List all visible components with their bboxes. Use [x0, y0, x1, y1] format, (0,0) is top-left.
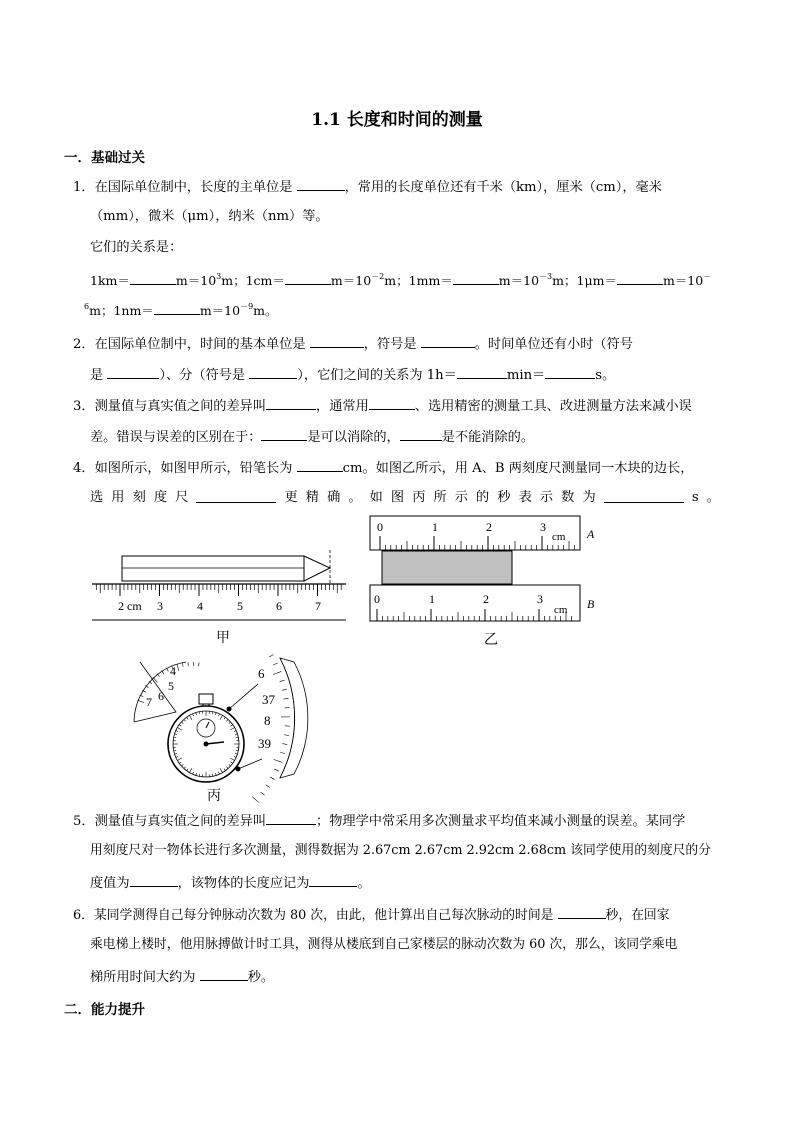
answer-blank[interactable]	[261, 426, 307, 441]
text: m＝10	[330, 273, 372, 288]
text: 4．如图所示，如图甲所示，铅笔长为	[73, 461, 297, 476]
ruler-b-letter: B	[587, 597, 595, 611]
answer-blank[interactable]	[604, 488, 684, 503]
text: ，该物体的长度应记为	[177, 876, 310, 891]
text: 数	[561, 490, 575, 505]
text: 用	[111, 490, 125, 505]
text: 选	[90, 490, 104, 505]
answer-blank[interactable]	[558, 904, 606, 919]
wooden-block	[382, 551, 512, 584]
text: 尺	[175, 490, 189, 505]
tick-mark	[274, 759, 282, 762]
big-dial-label: 37	[262, 692, 275, 707]
text: cm。如图乙所示，用 A、B 两刻度尺测量同一木块的边长，	[342, 461, 694, 476]
answer-blank[interactable]	[297, 176, 345, 191]
text: m＝10	[662, 273, 704, 288]
text: 5．测量值与真实值之间的差异叫	[73, 814, 267, 829]
text: 秒	[497, 490, 511, 505]
ruler-a-label: 1	[432, 520, 438, 534]
q5-line-2: 用刻度尺对一物体长进行多次测量，测得数据为 2.67cm 2.67cm 2.92cm 2.68cm 该同学使用的刻度尺的分	[90, 843, 712, 858]
text: 1km＝	[90, 273, 130, 288]
big-dial-label: 6	[258, 666, 265, 681]
tick-mark	[177, 664, 179, 671]
text: m；1nm＝	[89, 303, 154, 318]
text: 。	[357, 876, 371, 891]
tick-mark	[252, 797, 259, 803]
text: 确	[327, 490, 341, 505]
leader-line-top	[229, 684, 258, 709]
question-1-line-1	[73, 176, 662, 198]
answer-blank[interactable]	[154, 300, 200, 315]
text: 所	[433, 490, 447, 505]
small-dial-label: 6	[158, 689, 164, 703]
answer-blank[interactable]	[196, 488, 276, 503]
text: 是不能消除的。	[441, 430, 535, 445]
ruler-ticks	[96, 584, 341, 596]
q1-line-3: 它们的关系是：	[90, 240, 183, 255]
text: ）、分（符号是	[159, 368, 250, 383]
text: 示	[454, 490, 468, 505]
tick-mark	[270, 777, 274, 779]
answer-blank[interactable]	[400, 426, 442, 441]
text: 3．测量值与真实值之间的差异叫	[73, 399, 267, 414]
answer-blank[interactable]	[421, 333, 475, 348]
text: 是	[90, 368, 108, 383]
section-heading-basic: 一．基础过关	[64, 150, 145, 166]
ruler-label: 7	[315, 599, 321, 613]
text: s。	[595, 368, 616, 383]
q1-relations-line-2	[84, 300, 278, 321]
text: m＝10	[498, 273, 540, 288]
exponent: －9	[240, 302, 254, 311]
stopwatch-crown	[199, 694, 213, 704]
ruler-label: 6	[276, 599, 282, 613]
tick-mark	[284, 735, 289, 736]
text: 是可以消除的，	[307, 430, 400, 445]
big-dial-label: 8	[264, 713, 271, 728]
tick-mark	[282, 689, 287, 690]
answer-blank[interactable]	[130, 270, 176, 285]
ruler-b-label: 0	[374, 592, 380, 606]
question-6-line-1	[73, 904, 670, 926]
figure-caption: 乙	[484, 633, 498, 648]
question-2-line-1	[73, 333, 633, 355]
answer-blank[interactable]	[310, 333, 364, 348]
small-dial-label: 5	[168, 679, 174, 693]
text: ；物理学中常采用多次测量求平均值来减小测量的误差。某同学	[316, 814, 686, 829]
exponent: 6	[84, 302, 90, 311]
text: 图	[390, 490, 405, 505]
answer-blank[interactable]	[200, 966, 248, 981]
ruler-label: 2 cm	[118, 599, 142, 613]
ruler-a-label: 2	[486, 520, 492, 534]
answer-blank[interactable]	[107, 364, 159, 379]
answer-blank[interactable]	[249, 364, 297, 379]
ruler-b	[370, 585, 580, 621]
q6-line-3	[90, 966, 274, 988]
text: 精	[305, 490, 319, 505]
question-5-line-1	[73, 810, 685, 832]
q1-line-2: （mm），微米（μm），纳米（nm）等。	[90, 209, 329, 224]
q1-text-b: ，常用的长度单位还有千米（km），厘米（cm），毫米	[344, 180, 662, 195]
text: 度	[153, 490, 168, 505]
tick-mark	[269, 655, 273, 657]
q2-line-2	[90, 364, 615, 386]
text: 差。错误与误差的区别在于：	[90, 430, 262, 445]
leader-line-bottom	[238, 759, 262, 769]
text: ，通常用	[316, 399, 369, 414]
ruler-a-label: 0	[377, 520, 383, 534]
exponent: －	[703, 272, 712, 281]
answer-blank[interactable]	[369, 395, 415, 410]
pencil-body	[122, 556, 304, 581]
text: 秒。	[247, 970, 275, 985]
pencil-tip	[304, 556, 330, 581]
text: 梯所用时间大约为	[90, 970, 200, 985]
ruler-label: 3	[157, 599, 163, 613]
answer-blank[interactable]	[297, 457, 343, 472]
exponent: －3	[539, 272, 553, 281]
answer-blank[interactable]	[266, 395, 316, 410]
question-4-line-1	[73, 457, 693, 479]
exponent: －2	[371, 272, 385, 281]
text: 表	[518, 490, 532, 505]
text: m；1μm＝	[552, 273, 617, 288]
text: ），它们之间的关系为 1h＝	[297, 368, 457, 383]
tick-mark	[274, 769, 279, 771]
small-dial-label: 4	[170, 664, 176, 678]
tick-mark	[261, 792, 265, 795]
text: 。	[706, 490, 720, 505]
figure-jia-pencil-ruler	[88, 548, 350, 648]
ruler-a-unit: cm	[552, 531, 566, 543]
tick-mark	[273, 663, 278, 665]
big-dial-label: 39	[258, 736, 271, 751]
ruler-a-letter: A	[587, 527, 595, 541]
answer-blank[interactable]	[266, 810, 316, 825]
ruler-b-label: 2	[483, 592, 489, 606]
text: m＝10	[199, 303, 241, 318]
tick-mark	[280, 680, 285, 681]
text: 更	[284, 490, 298, 505]
text: 。	[348, 490, 362, 505]
q6-line-2: 乘电梯上楼时，他用脉搏做计时工具，测得从楼底到自己家楼层的脉动次数为 60 次，那么，该同学乘电	[90, 937, 678, 952]
text: 的	[476, 490, 490, 505]
text: 。时间单位还有小时（符号	[474, 337, 633, 352]
figure-caption: 甲	[216, 631, 230, 646]
answer-blank[interactable]	[617, 270, 663, 285]
text: 如	[369, 490, 383, 505]
ruler-b-label: 1	[429, 592, 435, 606]
q4-line-2	[90, 488, 720, 508]
ruler-b-label: 3	[537, 592, 543, 606]
tick-mark	[273, 671, 281, 674]
tick-mark	[266, 785, 270, 788]
answer-blank[interactable]	[130, 872, 178, 887]
answer-blank[interactable]	[309, 872, 357, 887]
small-dial-label: 7	[146, 695, 152, 709]
text: 度值为	[90, 876, 130, 891]
ruler-label: 4	[197, 599, 203, 613]
ruler-a-label: 3	[540, 520, 546, 534]
text: m；1cm＝	[221, 273, 285, 288]
text: m。	[253, 303, 278, 318]
text: 2．在国际单位制中，时间的基本单位是	[73, 337, 306, 352]
tick-mark	[280, 752, 285, 753]
text: m；1mm＝	[384, 273, 453, 288]
text: 示	[539, 490, 554, 505]
ruler-label: 5	[237, 599, 243, 613]
question-3-line-1	[73, 395, 692, 417]
text: 、选用精密的测量工具、改进测量方法来减小误	[414, 399, 692, 414]
figure-caption: 丙	[207, 789, 221, 804]
text: s	[691, 490, 699, 505]
exponent: 3	[216, 272, 222, 281]
answer-blank[interactable]	[453, 270, 499, 285]
text: 6．某同学测得自己每分钟脉动次数为 80 次，由此，他计算出自己每次脉动的时间是	[73, 908, 558, 923]
answer-blank[interactable]	[457, 364, 507, 379]
text: 为	[582, 490, 596, 505]
q3-line-2	[90, 426, 534, 448]
text: min＝	[506, 368, 546, 383]
page-title: 1.1 长度和时间的测量	[311, 110, 483, 130]
q5-line-3	[90, 872, 371, 894]
q1-text-a: 1．在国际单位制中，长度的主单位是	[73, 180, 297, 195]
q1-relations-line-1	[90, 270, 711, 291]
figure-bing-stopwatch	[130, 654, 310, 804]
answer-blank[interactable]	[285, 270, 331, 285]
ruler-b-unit: cm	[554, 604, 568, 616]
text: 刻	[132, 490, 146, 505]
figure-yi-two-rulers	[366, 514, 602, 648]
tick-mark	[137, 700, 144, 702]
tick-mark	[282, 744, 287, 745]
answer-blank[interactable]	[545, 364, 595, 379]
ruler-a	[370, 516, 580, 550]
tick-mark	[153, 677, 158, 682]
text: ，符号是	[363, 337, 417, 352]
section-heading-advanced: 二．能力提升	[64, 1002, 145, 1018]
text: 秒，在回家	[605, 908, 670, 923]
text: m＝10	[175, 273, 217, 288]
big-dial-rim	[280, 658, 308, 778]
text: 丙	[412, 490, 426, 505]
tick-mark	[284, 698, 289, 699]
tick-mark	[182, 663, 183, 667]
